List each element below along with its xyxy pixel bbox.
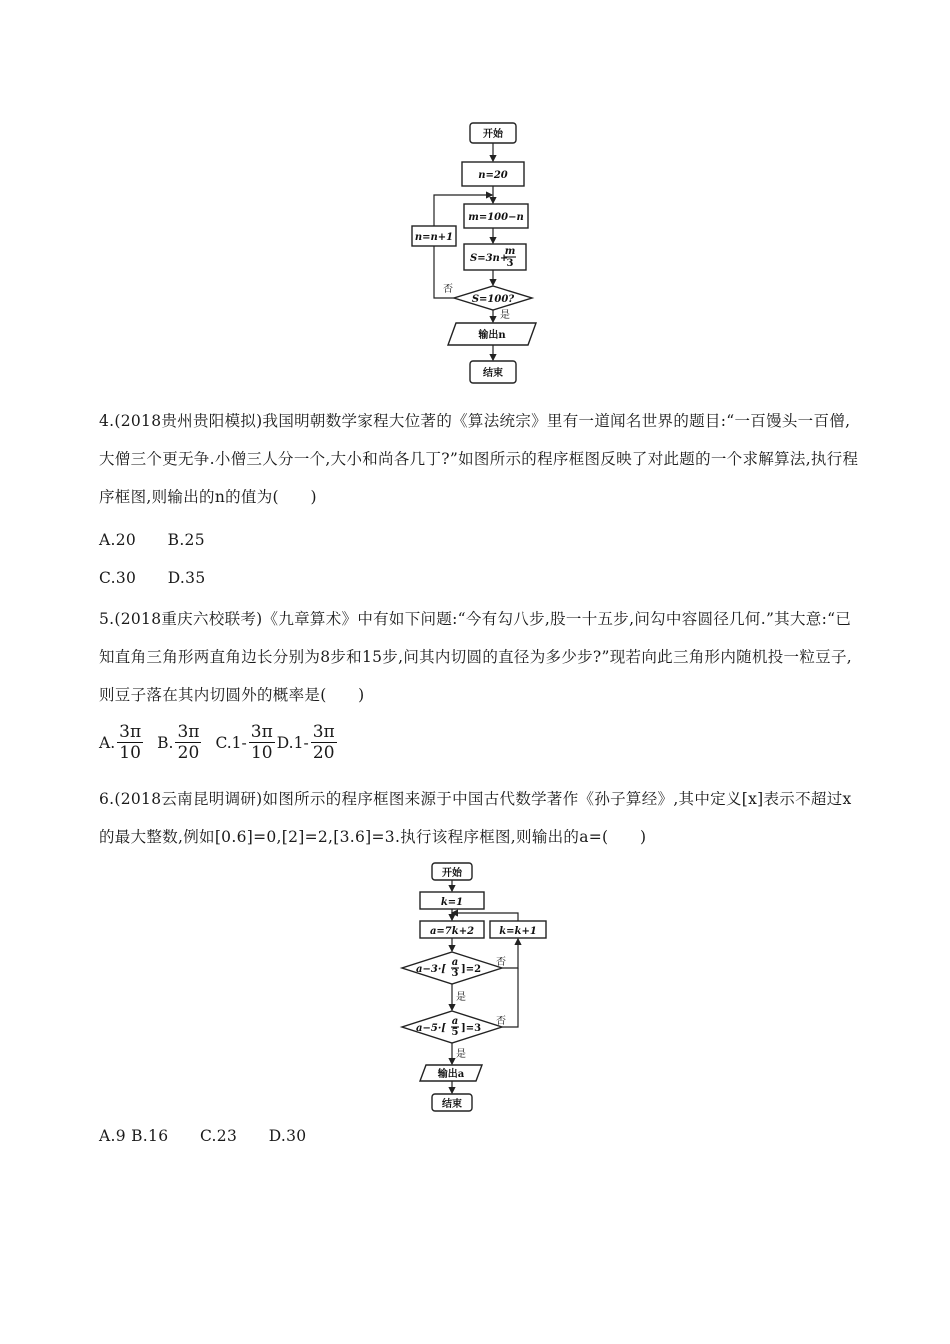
fc1-output-text: 输出n bbox=[478, 330, 506, 341]
q5-option-b-label: B. bbox=[157, 733, 174, 752]
fc1-m-text: m=100−n bbox=[468, 212, 524, 223]
q5-c-den: 10 bbox=[250, 743, 273, 763]
q4-options-1: A.20 B.25 bbox=[99, 531, 205, 549]
fc1-yes-label: 是 bbox=[500, 310, 510, 321]
fc2-yes-label-1: 是 bbox=[456, 992, 466, 1003]
q5-b-num: 3π bbox=[177, 722, 200, 742]
fc2-no-label-2: 否 bbox=[496, 1016, 506, 1027]
q5-d-den: 20 bbox=[312, 743, 335, 763]
q5-d-num: 3π bbox=[312, 722, 335, 742]
q5-b-den: 20 bbox=[177, 743, 200, 763]
fc1-start-text: 开始 bbox=[483, 129, 503, 140]
fc1-no-label: 否 bbox=[443, 284, 453, 295]
q6-stem: 6.(2018云南昆明调研)如图所示的程序框图来源于中国古代数学著作《孙子算经》,其中定义[x]表示不超过x的最大整数,例如[0.6]=0,[2]=2,[3.6]=3.执行该程序框图,则输出的a=( ) bbox=[99, 790, 852, 846]
fc2-cond2-suffix: ]=3 bbox=[461, 1023, 482, 1034]
fc1-s-den: 3 bbox=[506, 258, 514, 269]
fc1-end-text: 结束 bbox=[483, 368, 503, 379]
fc2-cond1-den: 3 bbox=[451, 968, 459, 979]
fc2-cond1-suffix: ]=2 bbox=[461, 964, 482, 975]
fc2-cond2-den: 5 bbox=[451, 1027, 459, 1038]
fc2-cond2-num: a bbox=[451, 1016, 459, 1027]
fc2-no-label-1: 否 bbox=[496, 957, 506, 968]
q4-options-2: C.30 D.35 bbox=[99, 569, 206, 587]
q5-option-b-frac bbox=[175, 722, 201, 763]
fc1-s-prefix: S=3n+ bbox=[470, 253, 509, 264]
q5-options bbox=[99, 722, 339, 763]
q5-option-c-frac bbox=[249, 722, 275, 763]
fc2-a-text: a=7k+2 bbox=[429, 926, 475, 937]
fc2-init-text: k=1 bbox=[440, 897, 464, 908]
fc2-output-text: 输出a bbox=[437, 1069, 465, 1080]
q4-stem: 4.(2018贵州贵阳模拟)我国明朝数学家程大位著的《算法统宗》里有一道闻名世界的题目:“一百馒头一百僧,大僧三个更无争.小僧三人分一个,大小和尚各几丁?”如图所示的程序框图反映了对此题的一个求解算法,执行程序框图,则输出的n的值为( ) bbox=[99, 412, 859, 506]
q5-c-num: 3π bbox=[250, 722, 273, 742]
q5-a-num: 3π bbox=[119, 722, 142, 742]
fc1-update-text: n=n+1 bbox=[414, 232, 454, 243]
flowchart-1 bbox=[0, 0, 950, 400]
fc2-yes-label-2: 是 bbox=[456, 1049, 466, 1060]
fc2-update-text: k=k+1 bbox=[499, 926, 537, 937]
fc1-s-num: m bbox=[504, 246, 516, 257]
q5-option-a-label: A. bbox=[99, 733, 116, 752]
fc1-init-text: n=20 bbox=[478, 170, 508, 181]
q5-option-a-frac bbox=[117, 722, 143, 763]
fc2-end-text: 结束 bbox=[442, 1099, 462, 1110]
q5-option-c-label: C.1- bbox=[215, 733, 247, 752]
q5-stem: 5.(2018重庆六校联考)《九章算术》中有如下问题:“今有勾八步,股一十五步,问勾中容圆径几何.”其大意:“已知直角三角形两直角边长分别为8步和15步,问其内切圆的直径为多少步?”现若向此三角形内随机投一粒豆子,则豆子落在其内切圆外的概率是( ) bbox=[99, 610, 852, 704]
fc2-cond2-prefix: a−5·[ bbox=[416, 1023, 447, 1034]
q5-option-d-label: D.1- bbox=[276, 733, 309, 752]
fc2-cond1-prefix: a−3·[ bbox=[416, 964, 447, 975]
q5-option-d-frac bbox=[311, 722, 337, 763]
fc2-cond1-num: a bbox=[451, 957, 459, 968]
q6-options: A.9 B.16 C.23 D.30 bbox=[99, 1127, 307, 1145]
fc1-decision-text: S=100? bbox=[471, 294, 515, 305]
flowchart-2 bbox=[0, 855, 950, 1145]
fc2-start-text: 开始 bbox=[442, 868, 462, 879]
q5-a-den: 10 bbox=[119, 743, 141, 763]
